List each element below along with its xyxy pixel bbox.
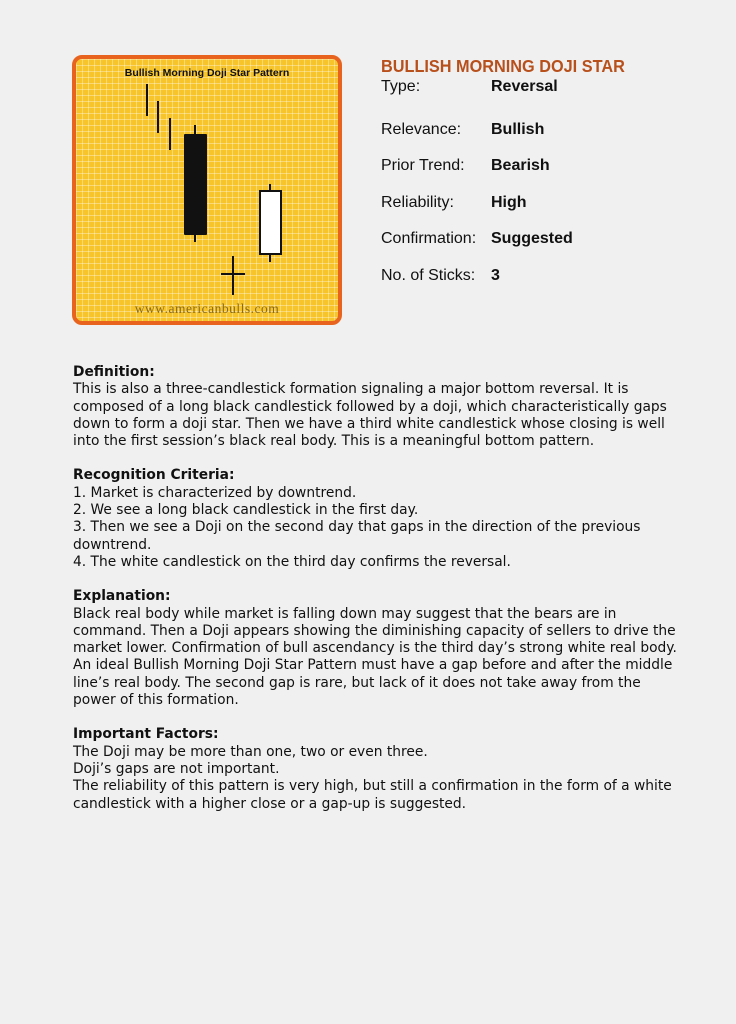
pattern-illustration <box>72 55 342 325</box>
section-line: market lower. Confirmation of bull ascendancy is the third day’s strong white real body. <box>73 640 677 657</box>
white-candle <box>260 184 281 262</box>
summary-row-confirmation: Confirmation: Suggested <box>381 230 573 247</box>
section-line: The reliability of this pattern is very high, but still a confirmation in the form of a white <box>73 778 672 795</box>
section-line: The Doji may be more than one, two or even three. <box>73 743 428 760</box>
section-line: 1. Market is characterized by downtrend. <box>73 484 357 501</box>
section-line: down to form a doji star. Then we have a third white candlestick whose closing is well <box>73 415 665 432</box>
section-heading: Explanation: <box>73 588 171 605</box>
section-recognition-criteria <box>73 467 713 571</box>
section-line: 4. The white candlestick on the third day confirms the reversal. <box>73 553 511 570</box>
section-line: This is also a three-candlestick formation signaling a major bottom reversal. It is <box>73 381 629 398</box>
section-heading: Definition: <box>73 364 155 380</box>
section-line: downtrend. <box>73 536 152 553</box>
section-line: command. Then a Doji appears showing the diminishing capacity of sellers to drive the <box>73 622 676 639</box>
section-heading: Recognition Criteria: <box>73 467 235 484</box>
section-line: 3. Then we see a Doji on the second day that gaps in the direction of the previous <box>73 519 641 536</box>
section-line: candlestick with a higher close or a gap-up is suggested. <box>73 795 467 812</box>
section-heading: Important Factors: <box>73 726 219 743</box>
description-body <box>73 364 713 830</box>
section-line: 2. We see a long black candlestick in the first day. <box>73 502 419 519</box>
section-line: Doji’s gaps are not important. <box>73 760 280 777</box>
summary-row-type: Type: Reversal <box>381 78 558 95</box>
section-important-factors <box>73 726 713 812</box>
candlestick-diagram <box>76 59 338 321</box>
summary-row-sticks: No. of Sticks: 3 <box>381 267 500 284</box>
section-line: An ideal Bullish Morning Doji Star Pattern must have a gap before and after the middle <box>73 657 673 674</box>
section-line: composed of a long black candlestick followed by a doji, which characteristically gaps <box>73 398 667 415</box>
section-explanation <box>73 588 713 709</box>
summary-row-prior-trend: Prior Trend: Bearish <box>381 157 550 174</box>
doji-candle <box>221 256 245 295</box>
section-line: Black real body while market is falling down may suggest that the bears are in <box>73 605 617 622</box>
pattern-name: BULLISH MORNING DOJI STAR <box>381 56 625 76</box>
section-line: power of this formation. <box>73 692 239 709</box>
summary-row-relevance: Relevance: Bullish <box>381 121 545 138</box>
section-line: into the first session’s black real body. This is a meaningful bottom pattern. <box>73 433 595 450</box>
pattern-summary <box>381 56 721 284</box>
pattern-illustration-title: Bullish Morning Doji Star Pattern <box>124 67 290 79</box>
summary-row-reliability: Reliability: High <box>381 194 527 211</box>
watermark: www.americanbulls.com <box>134 301 280 316</box>
black-candle <box>184 125 207 242</box>
section-line: line’s real body. The second gap is rare, but lack of it does not take away from the <box>73 674 641 691</box>
section-definition <box>73 364 713 450</box>
